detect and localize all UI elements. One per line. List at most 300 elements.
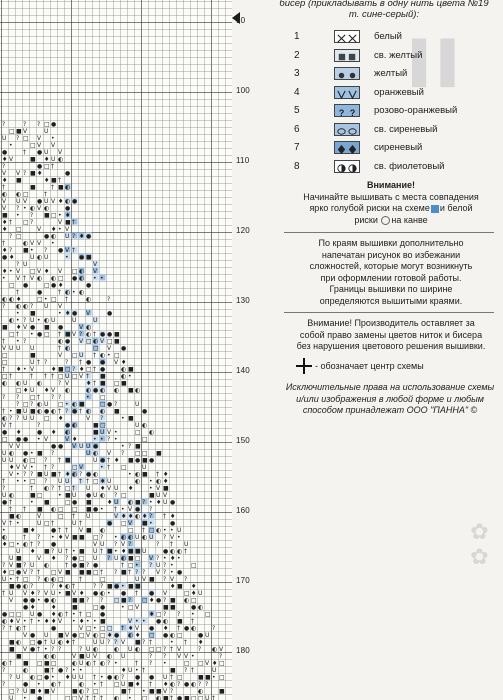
chart-symbol: ◐ [65, 583, 71, 590]
chart-symbol: V [58, 303, 63, 310]
chart-symbol: ● [93, 562, 99, 569]
chart-symbol: ♦ [128, 625, 134, 632]
chart-symbol: V [177, 646, 182, 653]
chart-symbol: • [93, 625, 97, 632]
chart-symbol: □ [135, 555, 141, 562]
chart-symbol: ■ [30, 688, 36, 695]
chart-symbol: ♦ [121, 513, 127, 520]
chart-symbol: ♦ [2, 226, 8, 233]
chart-symbol: • [2, 275, 6, 282]
chart-symbol: ■ [58, 366, 64, 373]
chart-symbol: V [219, 646, 224, 653]
chart-symbol: ◐ [100, 590, 106, 597]
chart-symbol: • [121, 443, 125, 450]
chart-symbol: ■ [163, 695, 169, 700]
ruler-label: 100 [236, 86, 250, 95]
chart-symbol: • [93, 275, 97, 282]
chart-symbol: † [93, 366, 96, 373]
chart-symbol: U [114, 485, 119, 492]
chart-symbol: V [16, 275, 21, 282]
chart-symbol: ? [107, 436, 111, 443]
chart-symbol: □ [184, 590, 190, 597]
chart-symbol: ■ [100, 618, 106, 625]
chart-symbol: ■ [2, 324, 8, 331]
chart-symbol: ◐ [170, 548, 176, 555]
chart-symbol: □ [128, 604, 134, 611]
chart-symbol: ■ [30, 492, 36, 499]
chart-symbol: U [16, 674, 21, 681]
chart-symbol: ? [9, 247, 13, 254]
chart-symbol: □ [44, 282, 50, 289]
chart-symbol: U [114, 555, 119, 562]
chart-symbol: ? [30, 212, 34, 219]
chart-symbol: ■ [79, 548, 85, 555]
chart-symbol: † [37, 569, 40, 576]
chart-symbol: ? [51, 394, 55, 401]
chart-symbol: † [128, 569, 131, 576]
chart-symbol: V [58, 219, 63, 226]
chart-symbol: ■ [79, 569, 85, 576]
chart-symbol: ◐ [16, 513, 22, 520]
chart-symbol: ◐ [79, 289, 85, 296]
chart-symbol: ? [58, 394, 62, 401]
chart-symbol: ■ [44, 499, 50, 506]
chart-symbol: U [86, 485, 91, 492]
chart-symbol: † [93, 660, 96, 667]
chart-symbol: ♦ [72, 436, 78, 443]
chart-symbol: ? [163, 569, 167, 576]
chart-symbol: ? [23, 471, 27, 478]
chart-symbol: ? [30, 583, 34, 590]
chart-symbol: † [72, 639, 75, 646]
chart-symbol: U [23, 415, 28, 422]
chart-symbol: U [79, 352, 84, 359]
chart-symbol: □ [51, 212, 57, 219]
chart-symbol: ■ [163, 604, 169, 611]
chart-symbol: † [100, 681, 103, 688]
chart-symbol: □ [65, 485, 71, 492]
chart-symbol: • [51, 534, 55, 541]
chart-symbol: ■ [79, 562, 85, 569]
chart-symbol: ? [16, 135, 20, 142]
chart-symbol: ■ [135, 499, 141, 506]
chart-symbol: ◐ [23, 667, 29, 674]
chart-symbol: ♦ [23, 387, 29, 394]
chart-symbol: † [170, 674, 173, 681]
chart-symbol: ◐ [44, 562, 50, 569]
chart-symbol: □ [37, 492, 43, 499]
notice-line: собой право замены цветов ниток и бисера [299, 329, 483, 340]
chart-symbol: ■ [37, 471, 43, 478]
chart-symbol: • [65, 254, 69, 261]
chart-symbol: • [212, 674, 216, 681]
center-cross-icon [296, 358, 312, 374]
chart-symbol: ◐ [212, 646, 218, 653]
chart-symbol: ● [37, 611, 43, 618]
start-notice [280, 180, 502, 226]
chart-symbol: ◐ [93, 646, 99, 653]
chart-symbol: U [72, 674, 77, 681]
chart-symbol: ? [79, 331, 83, 338]
chart-symbol: ? [37, 422, 41, 429]
chart-symbol: † [79, 408, 82, 415]
chart-symbol: ♦ [142, 513, 148, 520]
chart-symbol: ? [79, 471, 83, 478]
chart-symbol: ◐ [65, 289, 71, 296]
chart-symbol: • [142, 688, 146, 695]
chart-symbol: ■ [198, 674, 204, 681]
chart-symbol: ■ [170, 667, 176, 674]
chart-symbol: ● [72, 562, 78, 569]
chart-symbol: V [37, 268, 42, 275]
chart-symbol: □ [107, 338, 113, 345]
chart-symbol: ● [114, 583, 120, 590]
chart-symbol: ? [30, 303, 34, 310]
chart-symbol: † [86, 695, 89, 700]
chart-symbol: U [2, 457, 7, 464]
chart-symbol: ● [135, 506, 141, 513]
chart-symbol: ■ [107, 548, 113, 555]
chart-symbol: □ [51, 569, 57, 576]
chart-symbol: U [2, 135, 7, 142]
chart-symbol: † [9, 219, 12, 226]
chart-symbol: U [65, 478, 70, 485]
chart-symbol: ♦ [51, 611, 57, 618]
chart-symbol: ♦ [170, 583, 176, 590]
chart-symbol: ● [65, 338, 71, 345]
chart-symbol: † [58, 471, 61, 478]
chart-symbol: ◐ [23, 541, 29, 548]
chart-symbol: ◐ [86, 387, 92, 394]
chart-symbol: ♦ [79, 590, 85, 597]
chart-symbol: ■ [93, 429, 99, 436]
chart-symbol: ■ [9, 583, 15, 590]
chart-symbol: U [114, 499, 119, 506]
chart-symbol: • [44, 646, 48, 653]
box-in-box-icon [334, 49, 360, 62]
chart-symbol: • [16, 338, 20, 345]
chart-symbol: ■ [58, 184, 64, 191]
chart-symbol: V [79, 464, 84, 471]
chart-symbol: ● [86, 471, 92, 478]
chart-symbol: ■ [184, 695, 190, 700]
chart-symbol: • [30, 499, 34, 506]
chart-symbol: ? [100, 534, 104, 541]
chart-symbol: ● [100, 366, 106, 373]
chart-symbol: ◐ [58, 611, 64, 618]
chart-symbol: ♦ [51, 555, 57, 562]
chart-symbol: ● [79, 254, 85, 261]
chart-symbol: ♦ [16, 366, 22, 373]
chart-symbol: □ [9, 331, 15, 338]
chart-symbol: ■ [2, 212, 8, 219]
chart-symbol: ● [44, 674, 50, 681]
chart-symbol: • [100, 464, 104, 471]
chart-symbol: • [191, 611, 195, 618]
chart-symbol: ◐ [121, 555, 127, 562]
chart-symbol: • [51, 674, 55, 681]
chart-symbol: † [16, 289, 19, 296]
divider [284, 232, 494, 233]
chart-symbol: V [72, 653, 77, 660]
chart-symbol: □ [30, 268, 36, 275]
chart-symbol: ■ [86, 506, 92, 513]
chart-symbol: ◐ [51, 653, 57, 660]
chart-symbol: • [30, 247, 34, 254]
chart-symbol: V [58, 268, 63, 275]
chart-symbol: □ [23, 135, 29, 142]
chart-symbol: ? [219, 653, 223, 660]
chart-symbol: † [2, 590, 5, 597]
chart-symbol: U [93, 548, 98, 555]
chart-symbol: V [79, 373, 84, 380]
chart-symbol: ◐ [44, 205, 50, 212]
chart-symbol: ♦ [65, 471, 71, 478]
chart-symbol: V [121, 639, 126, 646]
chart-symbol: ● [30, 324, 36, 331]
chart-symbol: † [100, 548, 103, 555]
copyright-notice [276, 382, 503, 417]
chart-symbol: U [86, 646, 91, 653]
chart-symbol: • [23, 205, 27, 212]
chart-symbol: U [23, 380, 28, 387]
chart-symbol: ◐ [100, 660, 106, 667]
chart-symbol: ♦ [16, 429, 22, 436]
chart-symbol: V [2, 520, 7, 527]
chart-symbol: ◐ [100, 387, 106, 394]
chart-symbol: ◐ [65, 429, 71, 436]
chart-symbol: U [30, 415, 35, 422]
chart-symbol: ? [2, 681, 6, 688]
chart-symbol: ? [2, 121, 6, 128]
chart-symbol: ● [65, 422, 71, 429]
chart-symbol: □ [198, 660, 204, 667]
chart-symbol: ■ [65, 331, 71, 338]
chart-symbol: □ [128, 562, 134, 569]
chart-symbol: V [100, 338, 105, 345]
chart-symbol: □ [128, 527, 134, 534]
chart-symbol: ● [58, 247, 64, 254]
chart-symbol: ● [86, 492, 92, 499]
chart-symbol: V [9, 443, 14, 450]
chart-symbol: ♦ [65, 674, 71, 681]
chart-symbol: † [9, 422, 12, 429]
chart-symbol: □ [9, 688, 15, 695]
chart-symbol: V [30, 240, 35, 247]
chart-symbol: • [114, 436, 118, 443]
chart-symbol: † [149, 681, 152, 688]
chart-symbol: ◐ [58, 156, 64, 163]
chart-symbol: V [93, 541, 98, 548]
chart-symbol: □ [100, 625, 106, 632]
chart-symbol: ? [2, 485, 6, 492]
chart-symbol: □ [72, 464, 78, 471]
chart-symbol: ? [23, 121, 27, 128]
chart-symbol: V [93, 261, 98, 268]
chart-symbol: □ [149, 527, 155, 534]
chart-symbol: ◐ [135, 478, 141, 485]
chart-symbol: † [30, 618, 33, 625]
legend-row [294, 103, 494, 121]
chart-symbol: ? [16, 688, 20, 695]
chart-symbol: † [184, 548, 187, 555]
chart-symbol: ◐ [79, 275, 85, 282]
chart-symbol: • [121, 583, 125, 590]
chart-symbol: V [72, 590, 77, 597]
chart-symbol: ? [149, 653, 153, 660]
chart-symbol: ♦ [58, 583, 64, 590]
chart-symbol: □ [191, 597, 197, 604]
chart-symbol: ? [198, 646, 202, 653]
chart-symbol: ♦ [121, 667, 127, 674]
legend-color-name: розово-оранжевый [374, 105, 458, 116]
chart-symbol: U [51, 156, 56, 163]
chart-symbol: • [163, 660, 167, 667]
chart-symbol: ♦ [44, 156, 50, 163]
chart-symbol: ■ [30, 408, 36, 415]
chart-symbol: □ [114, 380, 120, 387]
chart-symbol: • [107, 590, 111, 597]
chart-symbol: † [86, 373, 89, 380]
chart-symbol: † [72, 219, 75, 226]
chart-symbol: • [177, 534, 181, 541]
chart-symbol: □ [44, 415, 50, 422]
chart-symbol: ? [170, 688, 174, 695]
chart-symbol: • [58, 226, 62, 233]
chart-symbol: □ [177, 632, 183, 639]
chart-symbol: U [156, 492, 161, 499]
chart-symbol: • [16, 310, 20, 317]
chart-symbol: ■ [65, 219, 71, 226]
chart-symbol: • [51, 240, 55, 247]
chart-symbol: ◐ [2, 415, 8, 422]
chart-symbol: ♦ [149, 597, 155, 604]
chart-symbol: ◐ [121, 534, 127, 541]
chart-symbol: ? [9, 415, 13, 422]
chart-symbol: ■ [135, 639, 141, 646]
notice-line: напечатан рисунок во избежании [321, 249, 461, 260]
chart-symbol: ◐ [100, 408, 106, 415]
chart-symbol: † [30, 541, 33, 548]
chart-symbol: □ [2, 436, 8, 443]
chart-symbol: ? [16, 205, 20, 212]
chart-symbol: • [128, 373, 132, 380]
chart-symbol: • [30, 464, 34, 471]
chart-symbol: ♦ [44, 618, 50, 625]
chart-symbol: ♦ [30, 527, 36, 534]
chart-symbol: ■ [149, 688, 155, 695]
chart-symbol: U [93, 457, 98, 464]
chart-symbol: □ [142, 450, 148, 457]
chart-symbol: ? [149, 660, 153, 667]
chart-symbol: V [142, 576, 147, 583]
chart-symbol: † [2, 338, 5, 345]
chart-symbol: □ [93, 569, 99, 576]
chart-symbol: • [72, 289, 76, 296]
chart-symbol: ◐ [86, 331, 92, 338]
chart-symbol: ■ [128, 415, 134, 422]
edge-notice [280, 238, 502, 307]
chart-symbol: ◐ [44, 576, 50, 583]
chart-symbol: ? [65, 408, 69, 415]
legend-row [294, 140, 494, 158]
legend-number: 3 [294, 68, 300, 79]
chart-symbol: ◐ [114, 387, 120, 394]
chart-symbol: ■ [177, 583, 183, 590]
chart-symbol: □ [198, 695, 204, 700]
chart-symbol: ● [37, 289, 43, 296]
chart-symbol: U [107, 478, 112, 485]
chart-symbol: ◐ [72, 422, 78, 429]
chart-symbol: ♦ [9, 254, 15, 261]
chart-symbol: • [72, 611, 76, 618]
chart-symbol: ● [16, 436, 22, 443]
chart-symbol: V [65, 534, 70, 541]
chart-symbol: • [100, 506, 104, 513]
chart-symbol: ● [107, 520, 113, 527]
chart-symbol: • [170, 562, 174, 569]
chart-symbol: ■ [149, 576, 155, 583]
chart-symbol: ◐ [93, 450, 99, 457]
chart-symbol: ● [100, 611, 106, 618]
white-mark-icon [381, 216, 390, 225]
chart-symbol: ◐ [79, 688, 85, 695]
legend-number: 7 [294, 142, 300, 153]
quatrefoil-icon [334, 67, 360, 80]
chart-symbol: ◐ [135, 387, 141, 394]
notice-line: при оформлении готовой работы. [320, 272, 462, 283]
chart-symbol: V [79, 324, 84, 331]
chart-symbol: ● [44, 597, 50, 604]
chart-symbol: ● [163, 548, 169, 555]
chart-symbol: † [58, 457, 61, 464]
chart-symbol: ♦ [170, 555, 176, 562]
chart-symbol: † [30, 485, 33, 492]
chart-symbol: † [37, 646, 40, 653]
chart-symbol: U [44, 128, 49, 135]
chart-symbol: † [79, 520, 82, 527]
chart-symbol: ♦ [51, 618, 57, 625]
chart-symbol: ? [16, 394, 20, 401]
chart-symbol: U [128, 667, 133, 674]
chart-symbol: ◐ [2, 534, 8, 541]
chart-symbol: ? [51, 583, 55, 590]
chart-symbol: ◐ [107, 653, 113, 660]
chart-symbol: ◐ [142, 422, 148, 429]
chart-symbol: ● [72, 632, 78, 639]
chart-symbol: □ [16, 233, 22, 240]
chart-symbol: □ [93, 604, 99, 611]
chart-symbol: ? [30, 219, 34, 226]
chart-symbol: V [156, 569, 161, 576]
chart-symbol: ● [2, 499, 8, 506]
legend-color-name: св. сиреневый [374, 123, 438, 135]
chart-symbol: ■ [121, 569, 127, 576]
chart-symbol: ■ [86, 499, 92, 506]
chart-symbol: ♦ [44, 387, 50, 394]
chart-symbol: ♦ [191, 583, 197, 590]
chart-symbol: ♦ [163, 471, 169, 478]
chart-symbol: V [2, 170, 7, 177]
chart-symbol: • [37, 436, 41, 443]
chart-symbol: † [93, 695, 96, 700]
notice-title: Внимание! [367, 180, 415, 190]
chart-symbol: □ [9, 128, 15, 135]
chart-symbol: ● [23, 681, 29, 688]
chart-symbol: ◐ [86, 660, 92, 667]
chart-symbol: □ [177, 674, 183, 681]
chart-symbol: V [121, 541, 126, 548]
